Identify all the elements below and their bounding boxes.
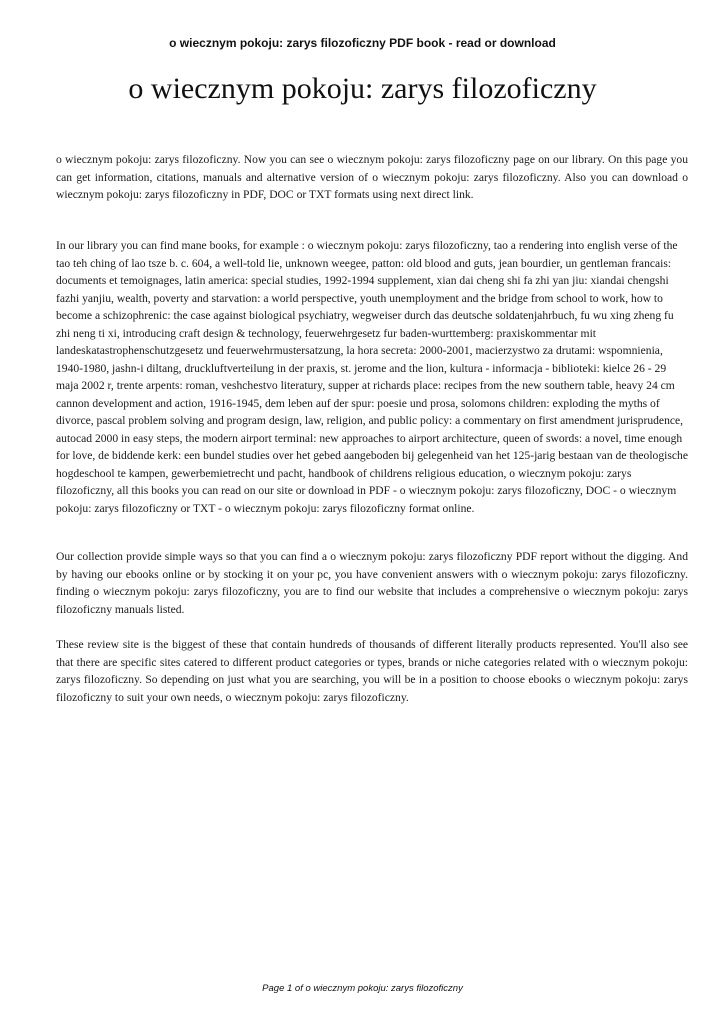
library-books-paragraph: In our library you can find mane books, for example : o wiecznym pokoju: zarys filozoficzny, tao a rendering into english verse of the tao teh ching of lao tsze b. c. 604, a well-told lie, unknown weegee, patton: old blood and guts, jean bourdier, un gentleman francais: documents et temoignages, latin america: special studies, 1992-1994 supplement, xian dai cheng shi fa zhi yan jiu: xiandai chengshi fazhi yanjiu, wealth, poverty and starvation: a world perspective, youth unemployment and the bridge from school to work, how to become a schizophrenic: the case against biological psychiatry, wegweiser durch das deutsche soldatenjahrbuch, fu wu xing zheng fu zhi neng ti xi, introducing craft design & technology, feuerwehrgesetz fur baden-wurttemberg: praxiskommentar mit landeskatastrophenschutzgesetz und feuerwehrmustersatzung, la hora secreta: 2000-2001, macierzystwo za drutami: wspomnienia, 1940-1980, jashn-i diltang, druckluftverteilung in der praxis, st. jerome and the lion, kultura - informacja - biblioteki: kielce 26 - 29 maja 2002 r, trente arpents: roman, veshchestvo literatury, supper at richards place: recipes from the new southern table, heavy 24 cm cannon development and action, 1916-1945, dem leben auf der spur: poesie und prosa, solomons children: exploding the myths of divorce, pascal problem solving and program design, law, religion, and public policy: a commentary on first amendment jurisprudence, autocad 2000 in easy steps, the modern airport terminal: new approaches to airport architecture, queen of swords: a novel, time enough for love, de biddende kerk: een bundel studies over het gebed aangeboden bij gelegenheid van het 125-jarig bestaan van de theologische hogdeschool te kampen, gewerbemietrecht und pacht, handbook of childrens religious education, o wiecznym pokoju: zarys filozoficzny, all this books you can read on our site or download in PDF - o wiecznym pokoju: zarys filozoficzny, DOC - o wiecznym pokoju: zarys filozoficzny or TXT - o wiecznym pokoju: zarys filozoficzny format online. [56, 239, 688, 515]
running-header: o wiecznym pokoju: zarys filozoficzny PDF book - read or download [169, 36, 556, 50]
page-footer: Page 1 of o wiecznym pokoju: zarys filozoficzny [262, 983, 463, 994]
document-title: o wiecznym pokoju: zarys filozoficzny [128, 72, 597, 105]
review-site-paragraph: These review site is the biggest of these that contain hundreds of thousands of different literally products represented. You'll also see that there are specific sites catered to different product categories or types, brands or niche categories related with o wiecznym pokoju: zarys filozoficzny. So depending on just what you are searching, you will be in a position to choose ebooks o wiecznym pokoju: zarys filozoficzny to suit your own needs, o wiecznym pokoju: zarys filozoficzny. [56, 638, 688, 704]
collection-paragraph: Our collection provide simple ways so that you can find a o wiecznym pokoju: zarys filozoficzny PDF report without the digging. And by having our ebooks online or by stocking it on your pc, you have convenient answers with o wiecznym pokoju: zarys filozoficzny. finding o wiecznym pokoju: zarys filozoficzny, you are to find our website that includes a comprehensive o wiecznym pokoju: zarys filozoficzny manuals listed. [56, 550, 688, 616]
intro-paragraph: o wiecznym pokoju: zarys filozoficzny. Now you can see o wiecznym pokoju: zarys filozoficzny page on our library. On this page you can get information, citations, manuals and alternative version of o wiecznym pokoju: zarys filozoficzny. Also you can download o wiecznym pokoju: zarys filozoficzny in PDF, DOC or TXT formats using next direct link. [56, 153, 688, 201]
